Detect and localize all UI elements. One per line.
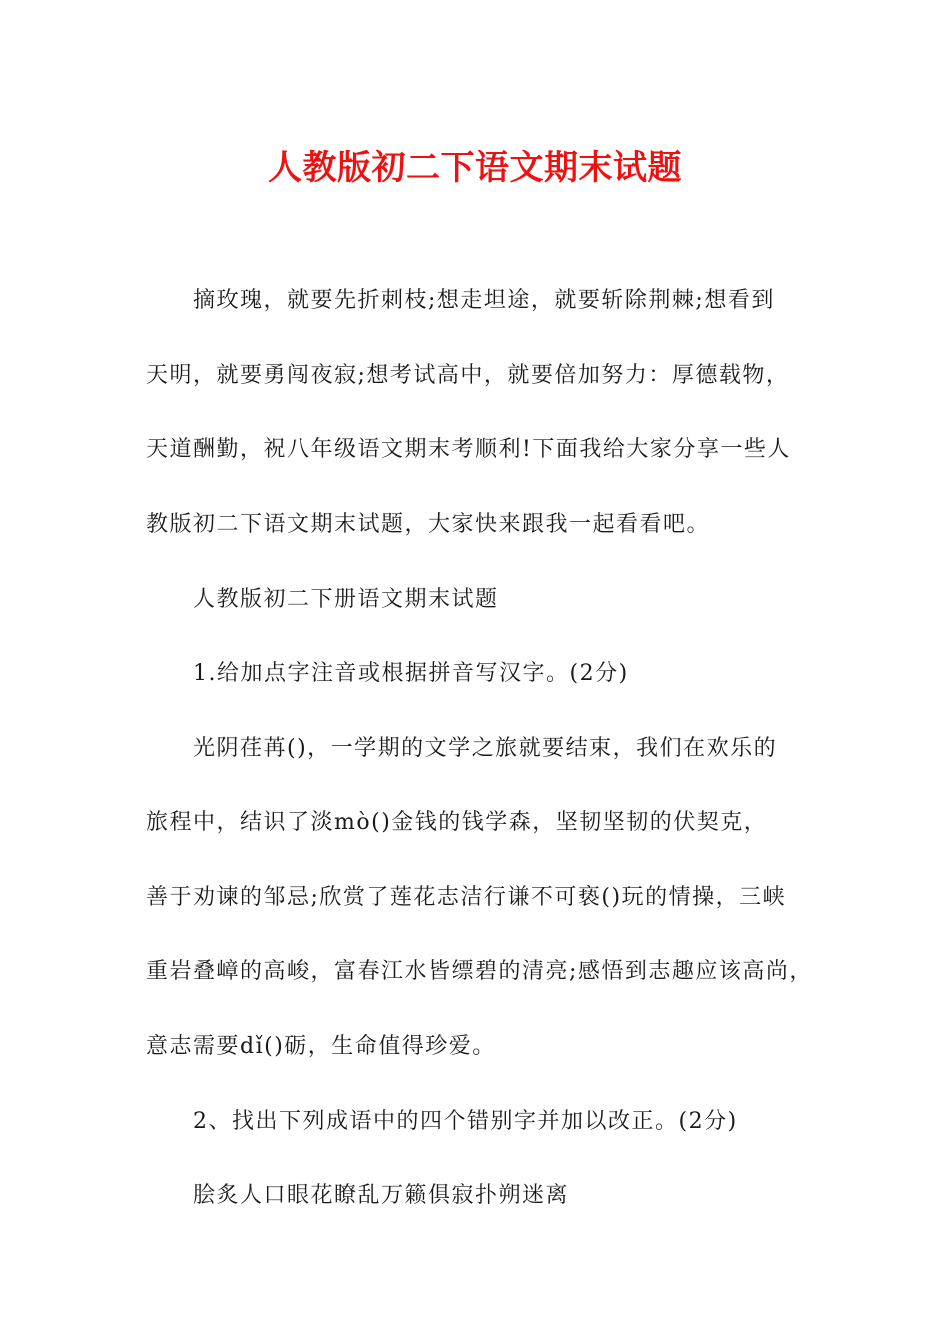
document-title: 人教版初二下语文期末试题: [268, 148, 682, 188]
question-1-text-line-5: 意志需要dǐ()砺，生命值得珍爱。: [146, 1034, 496, 1059]
section-heading: 人教版初二下册语文期末试题: [193, 587, 499, 612]
question-1-text-line-1: 光阴荏苒()，一学期的文学之旅就要结束，我们在欢乐的: [193, 736, 778, 761]
question-1-text-line-2: 旅程中，结识了淡mò()金钱的钱学森，坚韧坚韧的伏契克，: [146, 810, 768, 835]
question-2-prompt: 2、找出下列成语中的四个错别字并加以改正。(2分): [193, 1109, 738, 1134]
question-1-prompt: 1.给加点字注音或根据拼音写汉字。(2分): [193, 661, 629, 686]
intro-line-4: 教版初二下语文期末试题，大家快来跟我一起看看吧。: [146, 512, 711, 537]
question-1-text-line-3: 善于劝谏的邹忌;欣赏了莲花志洁行谦不可亵()玩的情操，三峡: [146, 885, 787, 910]
intro-line-1: 摘玫瑰，就要先折刺枝;想走坦途，就要斩除荆棘;想看到: [193, 288, 775, 313]
question-2-idioms: 脍炙人口眼花瞭乱万籁俱寂扑朔迷离: [193, 1183, 570, 1208]
question-1-text-line-4: 重岩叠嶂的高峻，富春江水皆缥碧的清亮;感悟到志趣应该高尚，: [146, 959, 813, 984]
intro-line-3: 天道酬勤，祝八年级语文期末考顺利!下面我给大家分享一些人: [146, 437, 791, 462]
intro-line-2: 天明，就要勇闯夜寂;想考试高中，就要倍加努力：厚德载物，: [146, 363, 790, 388]
